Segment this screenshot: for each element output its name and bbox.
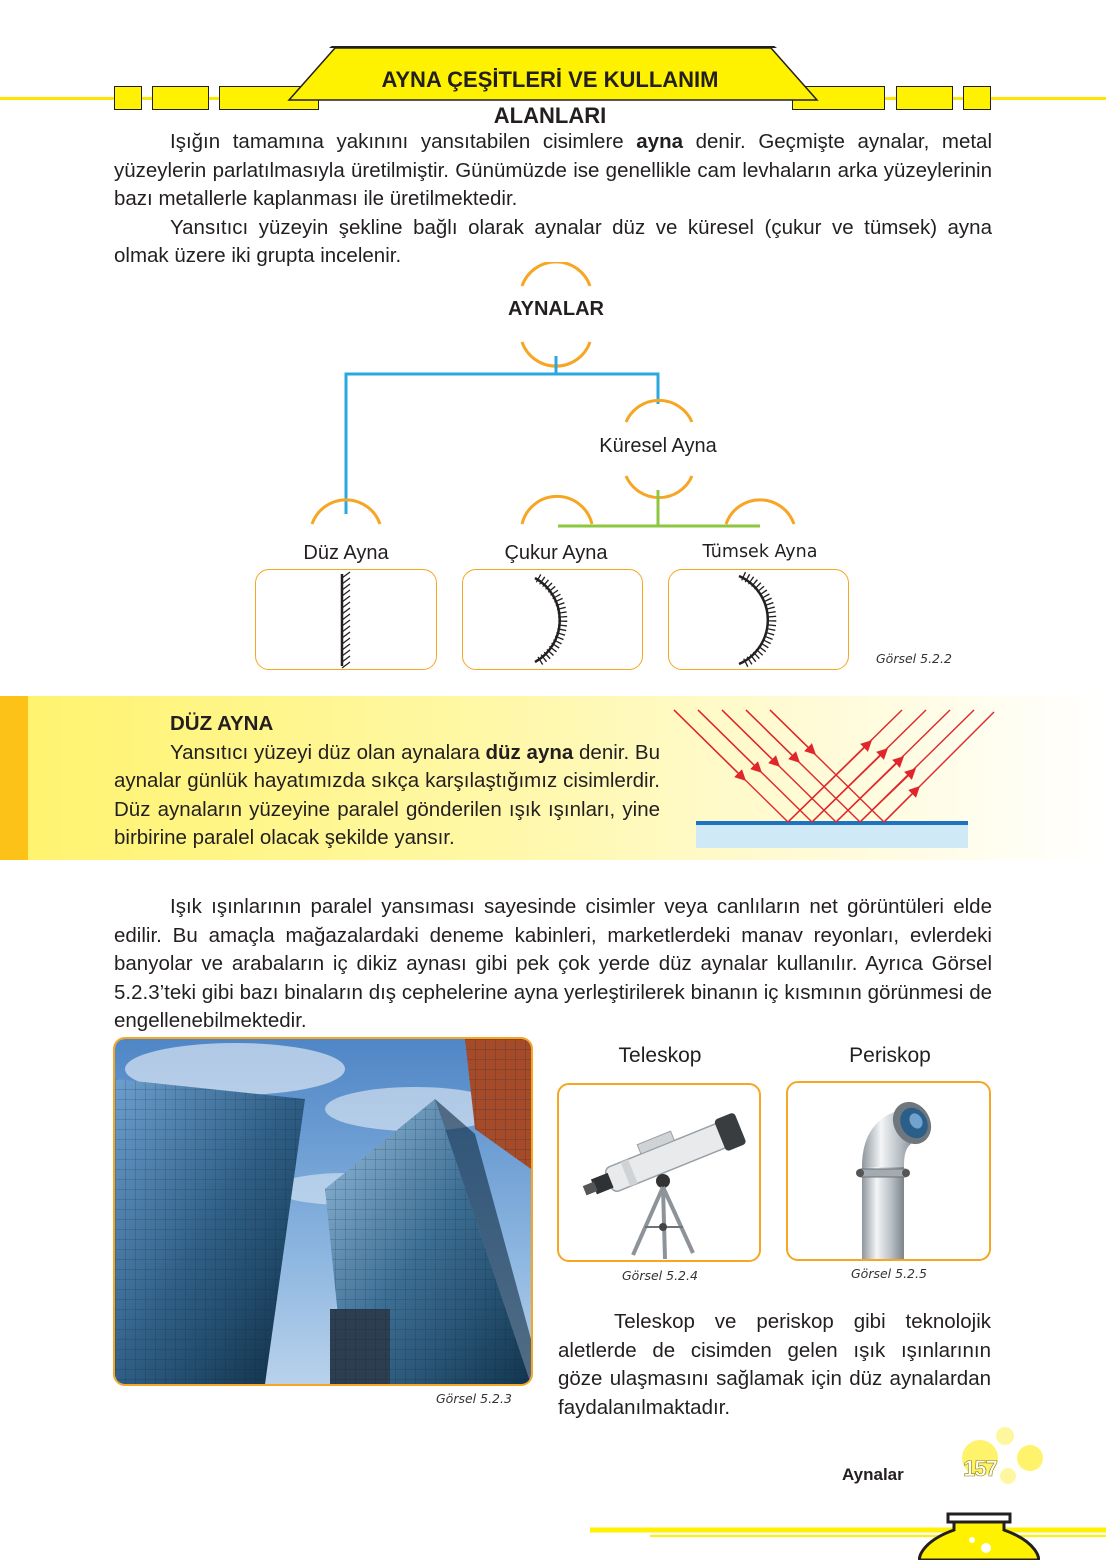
flat-mirror-box xyxy=(255,569,437,670)
header-deco-box xyxy=(963,86,991,110)
diagram-concave-label: Çukur Ayna xyxy=(504,542,608,564)
body-text xyxy=(114,893,992,1036)
telescope-label: Teleskop xyxy=(618,1044,702,1067)
diagram-convex-label: Tümsek Ayna xyxy=(702,542,818,562)
figure-caption-5-2-2: Görsel 5.2.2 xyxy=(876,651,952,666)
header-deco-box xyxy=(896,86,953,110)
diagram-spherical-label: Küresel Ayna xyxy=(599,435,717,457)
glass-buildings-image xyxy=(115,1039,531,1384)
telescope-photo xyxy=(557,1083,761,1262)
figure-caption-5-2-3: Görsel 5.2.3 xyxy=(436,1391,512,1406)
band-tab xyxy=(0,696,28,860)
figure-caption-5-2-5: Görsel 5.2.5 xyxy=(851,1266,927,1281)
term-duz-ayna: düz ayna xyxy=(485,740,574,764)
convex-mirror-box xyxy=(668,569,849,670)
term-ayna: ayna xyxy=(636,130,684,153)
intro-paragraph-1: Işığın tamamına yakınını yansıtabilen cisimlere ayna denir. Geçmişte aynalar, metal yüzeylerin parlatılmasıyla üretilmiştir. Günümüzde ise genellikle cam levhaların arka yüzeylerinin bazı metallerle kaplanması ile üretilmektedir. xyxy=(114,130,992,210)
body-paragraph: Işık ışınlarının paralel yansıması sayesinde cisimler veya canlıların net görüntüleri elde edilir. Bu amaçla mağazalardaki deneme kabinleri, marketlerdeki manav reyonları, evlerdeki banyolar ve arabaların iç dikiz aynası gibi pek çok yerde düz aynalar kullanılır. Ayrıca Görsel 5.2.3’teki gibi bazı binaların dış cephelerine ayna yerleştirilerek binanın iç kısmının görünmesi de engellenebilmektedir. xyxy=(114,895,992,1032)
figure-caption-5-2-4: Görsel 5.2.4 xyxy=(622,1268,698,1283)
header-deco-box xyxy=(114,86,142,110)
page-number: 157 xyxy=(963,1456,997,1481)
page-title: AYNA ÇEŞİTLERİ VE KULLANIM ALANLARI xyxy=(381,67,719,128)
periscope-image xyxy=(788,1083,989,1259)
instruments-text xyxy=(558,1308,991,1422)
header-deco-box xyxy=(152,86,209,110)
instruments-paragraph: Teleskop ve periskop gibi teknolojik aletlerde de cisimden gelen ışık ışınlarının göze ulaşmasını sağlamak için düz aynalardan faydalanılmaktadır. xyxy=(558,1310,991,1419)
footer-decoration xyxy=(590,1418,1106,1560)
periscope-photo xyxy=(786,1081,991,1261)
intro-paragraph-2: Yansıtıcı yüzeyin şekline bağlı olarak aynalar düz ve küresel (çukur ve tümsek) ayna olmak üzere iki grupta incelenir. xyxy=(114,215,992,267)
flat-mirror-paragraph: Yansıtıcı yüzeyi düz olan aynalara düz ayna denir. Bu aynalar günlük hayatımızda sıkça karşılaştığımız cisimlerdir. Düz aynaların yüzeyine paralel gönderilen ışık ışınları, yine birbirine paralel olacak şekilde yansır. xyxy=(114,740,660,849)
concave-mirror-icon xyxy=(463,570,642,669)
flat-mirror-icon xyxy=(256,570,436,669)
section-heading: DÜZ AYNA xyxy=(170,712,274,735)
concave-mirror-box xyxy=(462,569,643,670)
convex-mirror-icon xyxy=(669,570,848,669)
telescope-image xyxy=(559,1085,759,1260)
footer-section-name: Aynalar xyxy=(842,1465,904,1484)
periscope-label: Periskop xyxy=(849,1044,931,1067)
diagram-flat-label: Düz Ayna xyxy=(303,542,389,564)
diagram-root-label: AYNALAR xyxy=(508,298,604,320)
buildings-photo xyxy=(113,1037,533,1386)
intro-text xyxy=(114,128,992,271)
parallel-reflection-diagram xyxy=(672,704,998,850)
flat-mirror-section xyxy=(114,710,660,853)
